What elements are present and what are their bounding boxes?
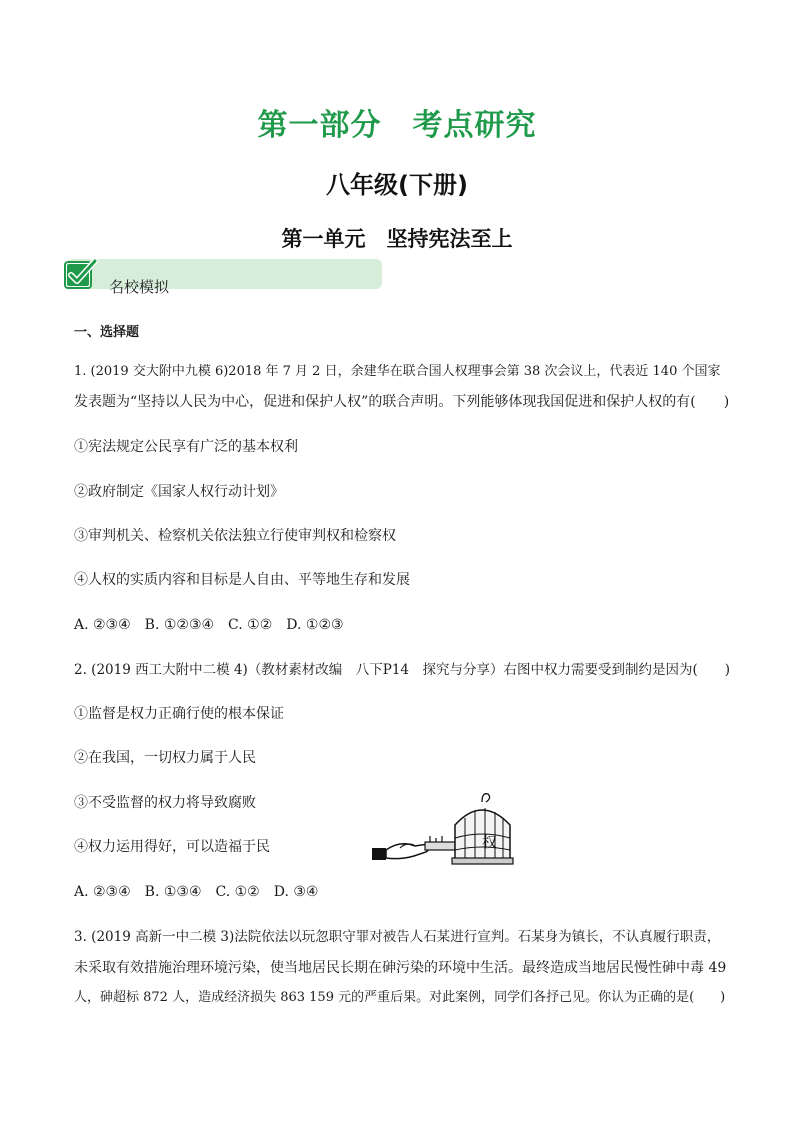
q2-item-1: ①监督是权力正确行使的根本保证 [74, 706, 284, 722]
illustration-label: 权 [482, 833, 498, 851]
q1-stem-line-2: 发表题为“坚持以人民为中心，促进和保护人权”的联合声明。下列能够体现我国促进和保护人权的有( ) [74, 394, 730, 410]
caged-power-illustration [370, 790, 520, 870]
q2-item-2: ②在我国，一切权力属于人民 [74, 750, 256, 766]
grade-title: 八年级(下册) [326, 171, 468, 199]
q2-options: A. ②③④ B. ①③④ C. ①② D. ③④ [74, 884, 319, 900]
q1-item-3: ③审判机关、检察机关依法独立行使审判权和检察权 [74, 528, 396, 544]
q1-stem-line-1: 1. (2019 交大附中九模 6)2018 年 7 月 2 日，余建华在联合国人权理事会第 38 次会议上，代表近 140 个国家 [74, 364, 721, 379]
q2-item-3: ③不受监督的权力将导致腐败 [74, 795, 256, 811]
q1-options: A. ②③④ B. ①②③④ C. ①② D. ①②③ [74, 617, 344, 633]
section-title: 一、选择题 [74, 325, 140, 340]
q1-item-4: ④人权的实质内容和目标是人自由、平等地生存和发展 [74, 572, 410, 588]
q2-item-4: ④权力运用得好，可以造福于民 [74, 839, 270, 855]
checkmark-icon [64, 258, 98, 290]
q2-stem-line-1: 2. (2019 西工大附中二模 4)（教材素材改编 八下P14 探究与分享）右图中权力需要受到制约是因为( ) [74, 662, 731, 678]
unit-title: 第一单元 坚持宪法至上 [281, 227, 513, 251]
part-title: 第一部分 考点研究 [257, 108, 537, 143]
q1-item-2: ②政府制定《国家人权行动计划》 [74, 484, 284, 500]
q3-stem-line-2: 未采取有效措施治理环境污染，使当地居民长期在砷污染的环境中生活。最终造成当地居民慢性砷中毒 49 [74, 960, 727, 976]
banner-label: 名校模拟 [109, 278, 170, 296]
q1-item-1: ①宪法规定公民享有广泛的基本权利 [74, 439, 298, 455]
q3-stem-line-1: 3. (2019 高新一中二模 3)法院依法以玩忽职守罪对被告人石某进行宣判。石某身为镇长，不认真履行职责， [74, 929, 721, 945]
q3-stem-line-3: 人，砷超标 872 人，造成经济损失 863 159 元的严重后果。对此案例，同学们各抒己见。你认为正确的是( ) [74, 990, 726, 1005]
